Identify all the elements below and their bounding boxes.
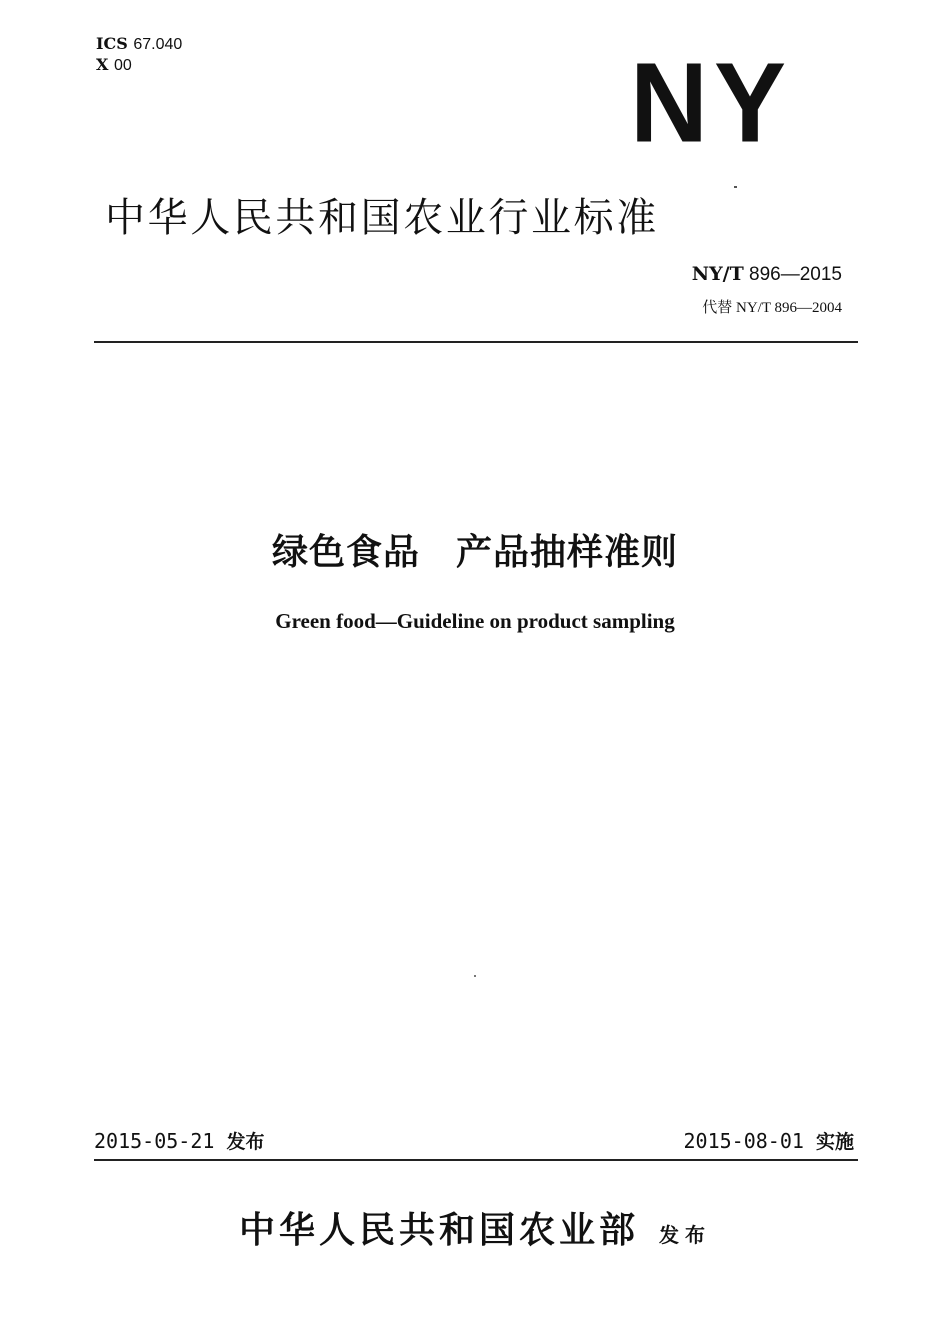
issue-date: 2015-05-21	[94, 1129, 215, 1153]
ics-line	[96, 34, 182, 55]
code-prefix: NY/T	[691, 263, 744, 285]
class-code: 00	[114, 57, 132, 74]
standard-category-title: 中华人民共和国农业行业标准	[105, 195, 659, 241]
ics-code: 67.040	[133, 36, 183, 53]
replaces-note: 代替 NY/T 896—2004	[702, 300, 842, 316]
issue-label: 发布	[226, 1131, 265, 1153]
publisher-suffix: 发布	[659, 1223, 711, 1247]
english-title: Green food—Guideline on product sampling	[275, 609, 675, 633]
top-divider	[94, 341, 858, 343]
chinese-title-part2: 产品抽样准则	[456, 532, 679, 573]
effective-date: 2015-08-01	[683, 1129, 804, 1153]
publisher-line	[0, 1202, 950, 1253]
code-number: 896—2015	[749, 264, 842, 285]
classification-block	[96, 34, 182, 76]
class-label: X	[96, 55, 109, 74]
chinese-title	[0, 524, 950, 575]
ics-label: ICS	[96, 34, 128, 53]
bottom-divider	[94, 1159, 858, 1161]
chinese-title-part1: 绿色食品	[271, 532, 420, 573]
effective-label: 实施	[815, 1131, 854, 1153]
class-line	[96, 55, 182, 76]
ny-logo: NY	[629, 38, 792, 166]
publisher-name: 中华人民共和国农业部	[238, 1209, 639, 1251]
issue-date-block	[94, 1127, 264, 1154]
effective-date-block	[684, 1127, 854, 1154]
standard-code	[692, 263, 842, 286]
speck-mark	[474, 975, 476, 977]
